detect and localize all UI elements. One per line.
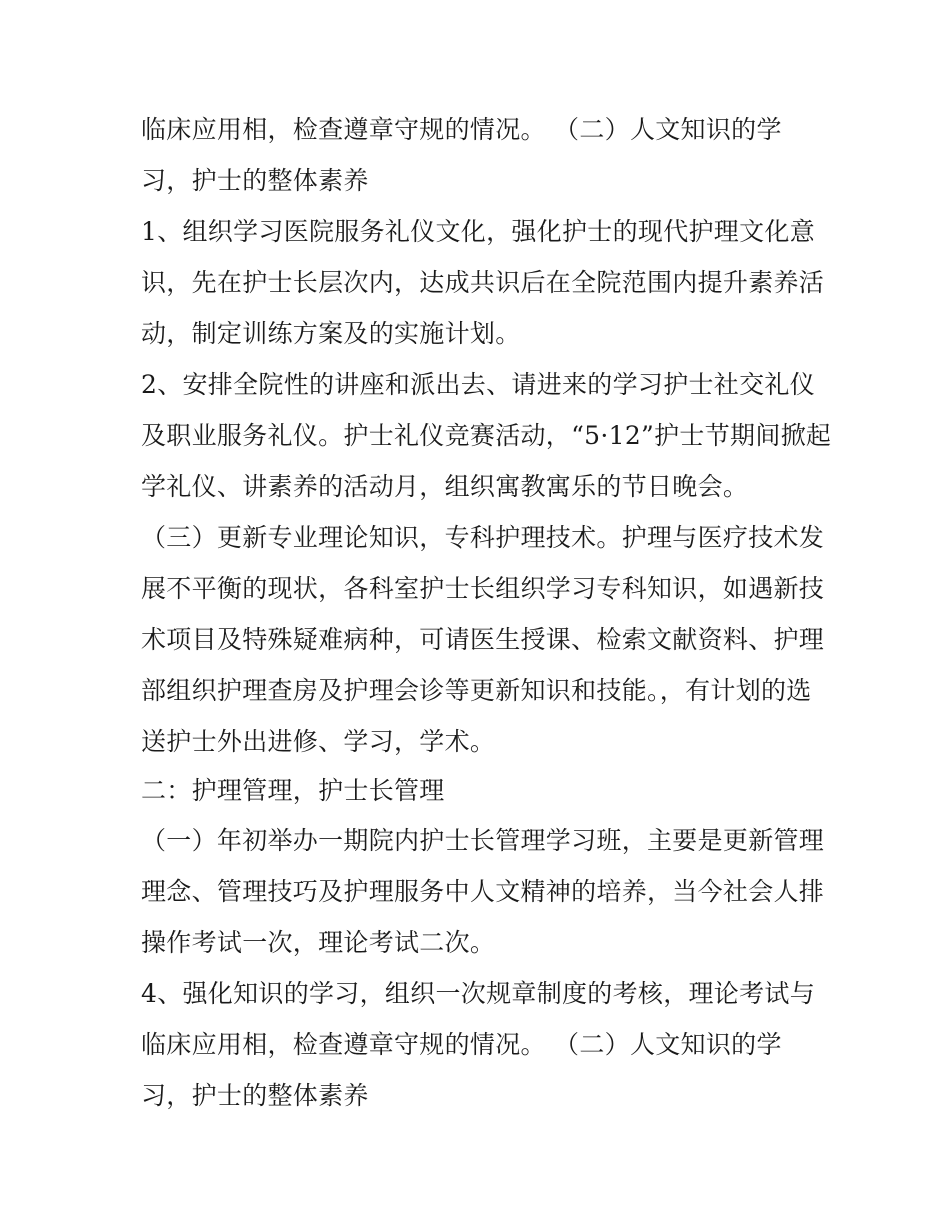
text-line: 4、强化知识的学习，组织一次规章制度的考核，理论考试与: [141, 979, 816, 1008]
text-line: 临床应用相，检查遵章守规的情况。 （二）人文知识的学: [141, 115, 782, 144]
text-line: 学礼仪、讲素养的活动月，组织寓教寓乐的节日晚会。: [141, 472, 749, 501]
text-line: 理念、管理技巧及护理服务中人文精神的培养，当今社会人排: [141, 877, 825, 906]
text-line: 临床应用相，检查遵章守规的情况。 （二）人文知识的学: [141, 1030, 782, 1059]
text-line: 1、组织学习医院服务礼仪文化，强化护士的现代护理文化意: [141, 217, 816, 246]
text-line: （三）更新专业理论知识，专科护理技术。护理与医疗技术发: [141, 523, 825, 552]
text-line: 部组织护理查房及护理会诊等更新知识和技能。，有计划的选: [141, 676, 812, 705]
text-line: （一）年初举办一期院内护士长管理学习班，主要是更新管理: [141, 826, 825, 855]
text-line: 2、安排全院性的讲座和派出去、请进来的学习护士社交礼仪: [141, 370, 816, 399]
text-line: 展不平衡的现状，各科室护士长组织学习专科知识，如遇新技: [141, 574, 825, 603]
text-line: 习，护士的整体素养: [141, 1081, 369, 1110]
section-heading: 二：护理管理，护士长管理: [141, 776, 445, 805]
text-line: 操作考试一次，理论考试二次。: [141, 928, 496, 957]
text-line: 及职业服务礼仪。护士礼仪竞赛活动，“5·12”护士节期间掀起: [141, 421, 832, 450]
text-line: 术项目及特殊疑难病种，可请医生授课、检索文献资料、护理: [141, 625, 825, 654]
text-line: 送护士外出进修、学习，学术。: [141, 727, 496, 756]
text-line: 识，先在护士长层次内，达成共识后在全院范围内提升素养活: [141, 268, 825, 297]
text-line: 习，护士的整体素养: [141, 166, 369, 195]
text-line: 动，制定训练方案及的实施计划。: [141, 319, 521, 348]
